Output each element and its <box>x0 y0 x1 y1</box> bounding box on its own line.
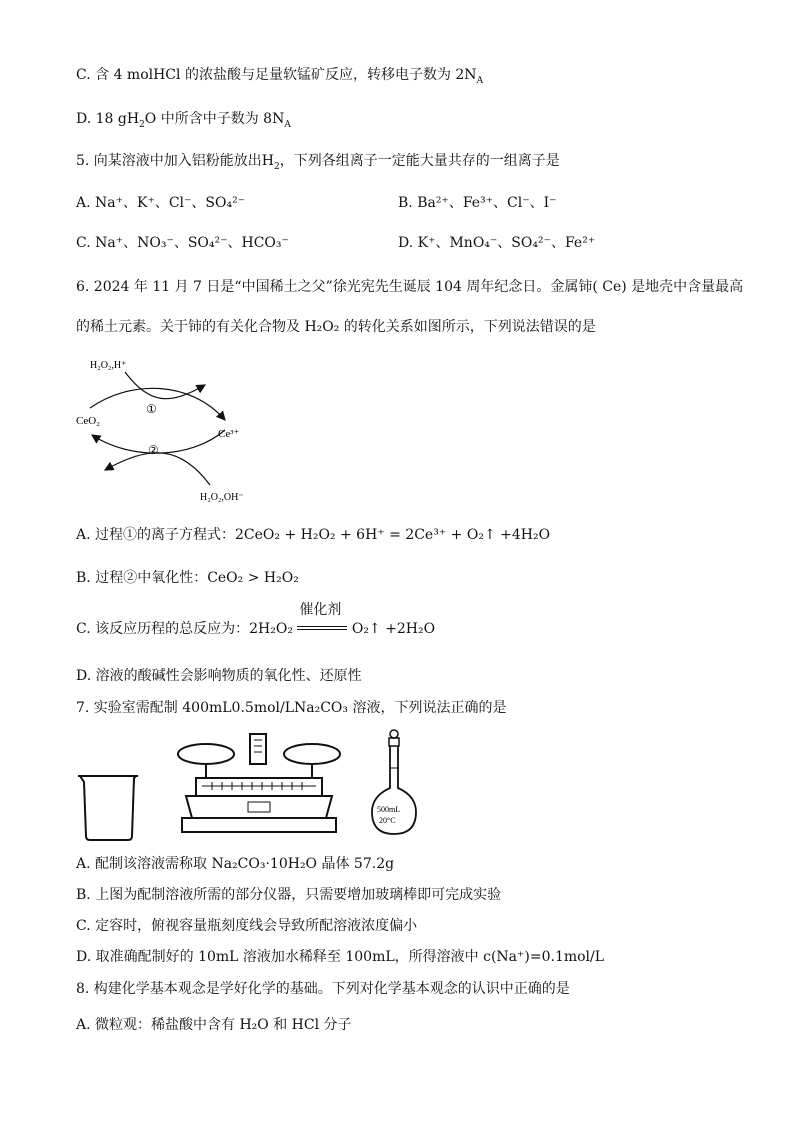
q7-option-b: B. 上图为配制溶液所需的部分仪器，只需要增加玻璃棒即可完成实验 <box>76 887 502 903</box>
top-reagent-label: H₂O₂,H⁺ <box>90 360 127 371</box>
q7-option-c: C. 定容时，俯视容量瓶刻度线会导致所配溶液浓度偏小 <box>76 918 418 934</box>
q6-stem-line1: 6. 2024 年 11 月 7 日是“中国稀土之父”徐光宪先生诞辰 104 周年纪念日。金属铈( Ce) 是地壳中含量最高 <box>76 279 744 295</box>
q6-option-b: B. 过程②中氧化性：CeO₂ > H₂O₂ <box>76 570 299 586</box>
q8-option-a: A. 微粒观：稀盐酸中含有 H₂O 和 HCl 分子 <box>76 1017 352 1033</box>
q6-option-d: D. 溶液的酸碱性会影响物质的氧化性、还原性 <box>76 668 362 684</box>
bottom-reagent-arrow <box>105 453 210 485</box>
q5-option-c: C. Na⁺、NO₃⁻、SO₄²⁻、HCO₃⁻ <box>76 235 289 251</box>
volumetric-flask-image <box>368 728 428 838</box>
bottom-reagent-label: H₂O₂,OH⁻ <box>200 492 244 503</box>
equals-sign <box>297 626 347 630</box>
q5-stem: 5. 向某溶液中加入铝粉能放出$H_2$，下列各组离子一定能大量共存的一组离子是 <box>76 153 560 172</box>
beaker-image <box>74 770 144 842</box>
left-species-label: CeO₂ <box>76 415 100 427</box>
q6-option-c: C. 该反应历程的总反应为：2H₂O₂ 催化剂 O₂↑ +2H₂O <box>76 601 436 637</box>
right-species-label: Ce³⁺ <box>218 428 240 440</box>
q8-stem: 8. 构建化学基本观念是学好化学的基础。下列对化学基本观念的认识中正确的是 <box>76 981 570 997</box>
q5-option-d: D. K⁺、MnO₄⁻、SO₄²⁻、Fe²⁺ <box>398 235 596 251</box>
balance-scale-image <box>176 730 342 838</box>
q7-option-a: A. 配制该溶液需称取 Na₂CO₃·10H₂O 晶体 57.2g <box>76 856 395 872</box>
step2-label: ② <box>148 443 159 457</box>
q4-option-d: D. 18 $gH_2O$ 中所含中子数为 $8N_A$ <box>76 111 291 130</box>
q5-option-a: A. Na⁺、K⁺、Cl⁻、SO₄²⁻ <box>76 195 246 211</box>
step1-label: ① <box>146 402 157 416</box>
q4-option-c: C. 含 4 molHCl 的浓盐酸与足量软锰矿反应，转移电子数为 $2N_A$ <box>76 67 484 86</box>
top-reagent-arrow <box>125 372 205 399</box>
q5-option-b: B. Ba²⁺、Fe³⁺、Cl⁻、I⁻ <box>398 195 557 211</box>
q6-option-a: A. 过程①的离子方程式：2CeO₂ + H₂O₂ + 6H⁺ = 2Ce³⁺ + O₂↑ +4H₂O <box>76 527 551 543</box>
cerium-cycle-diagram <box>70 350 270 510</box>
catalyst-label: 催化剂 <box>299 601 342 617</box>
flask-temp-label: 20°C <box>379 816 396 825</box>
flask-volume-label: 500mL <box>377 805 401 814</box>
step1-arrow <box>90 388 225 420</box>
q7-option-d: D. 取准确配制好的 10mL 溶液加水稀释至 100mL，所得溶液中 c(Na⁺)=0.1mol/L <box>76 949 605 965</box>
q7-stem: 7. 实验室需配制 400mL0.5mol/LNa₂CO₃ 溶液，下列说法正确的是 <box>76 700 507 716</box>
q6-stem-line2: 的稀土元素。关于铈的有关化合物及 H₂O₂ 的转化关系如图所示，下列说法错误的是 <box>76 319 596 335</box>
